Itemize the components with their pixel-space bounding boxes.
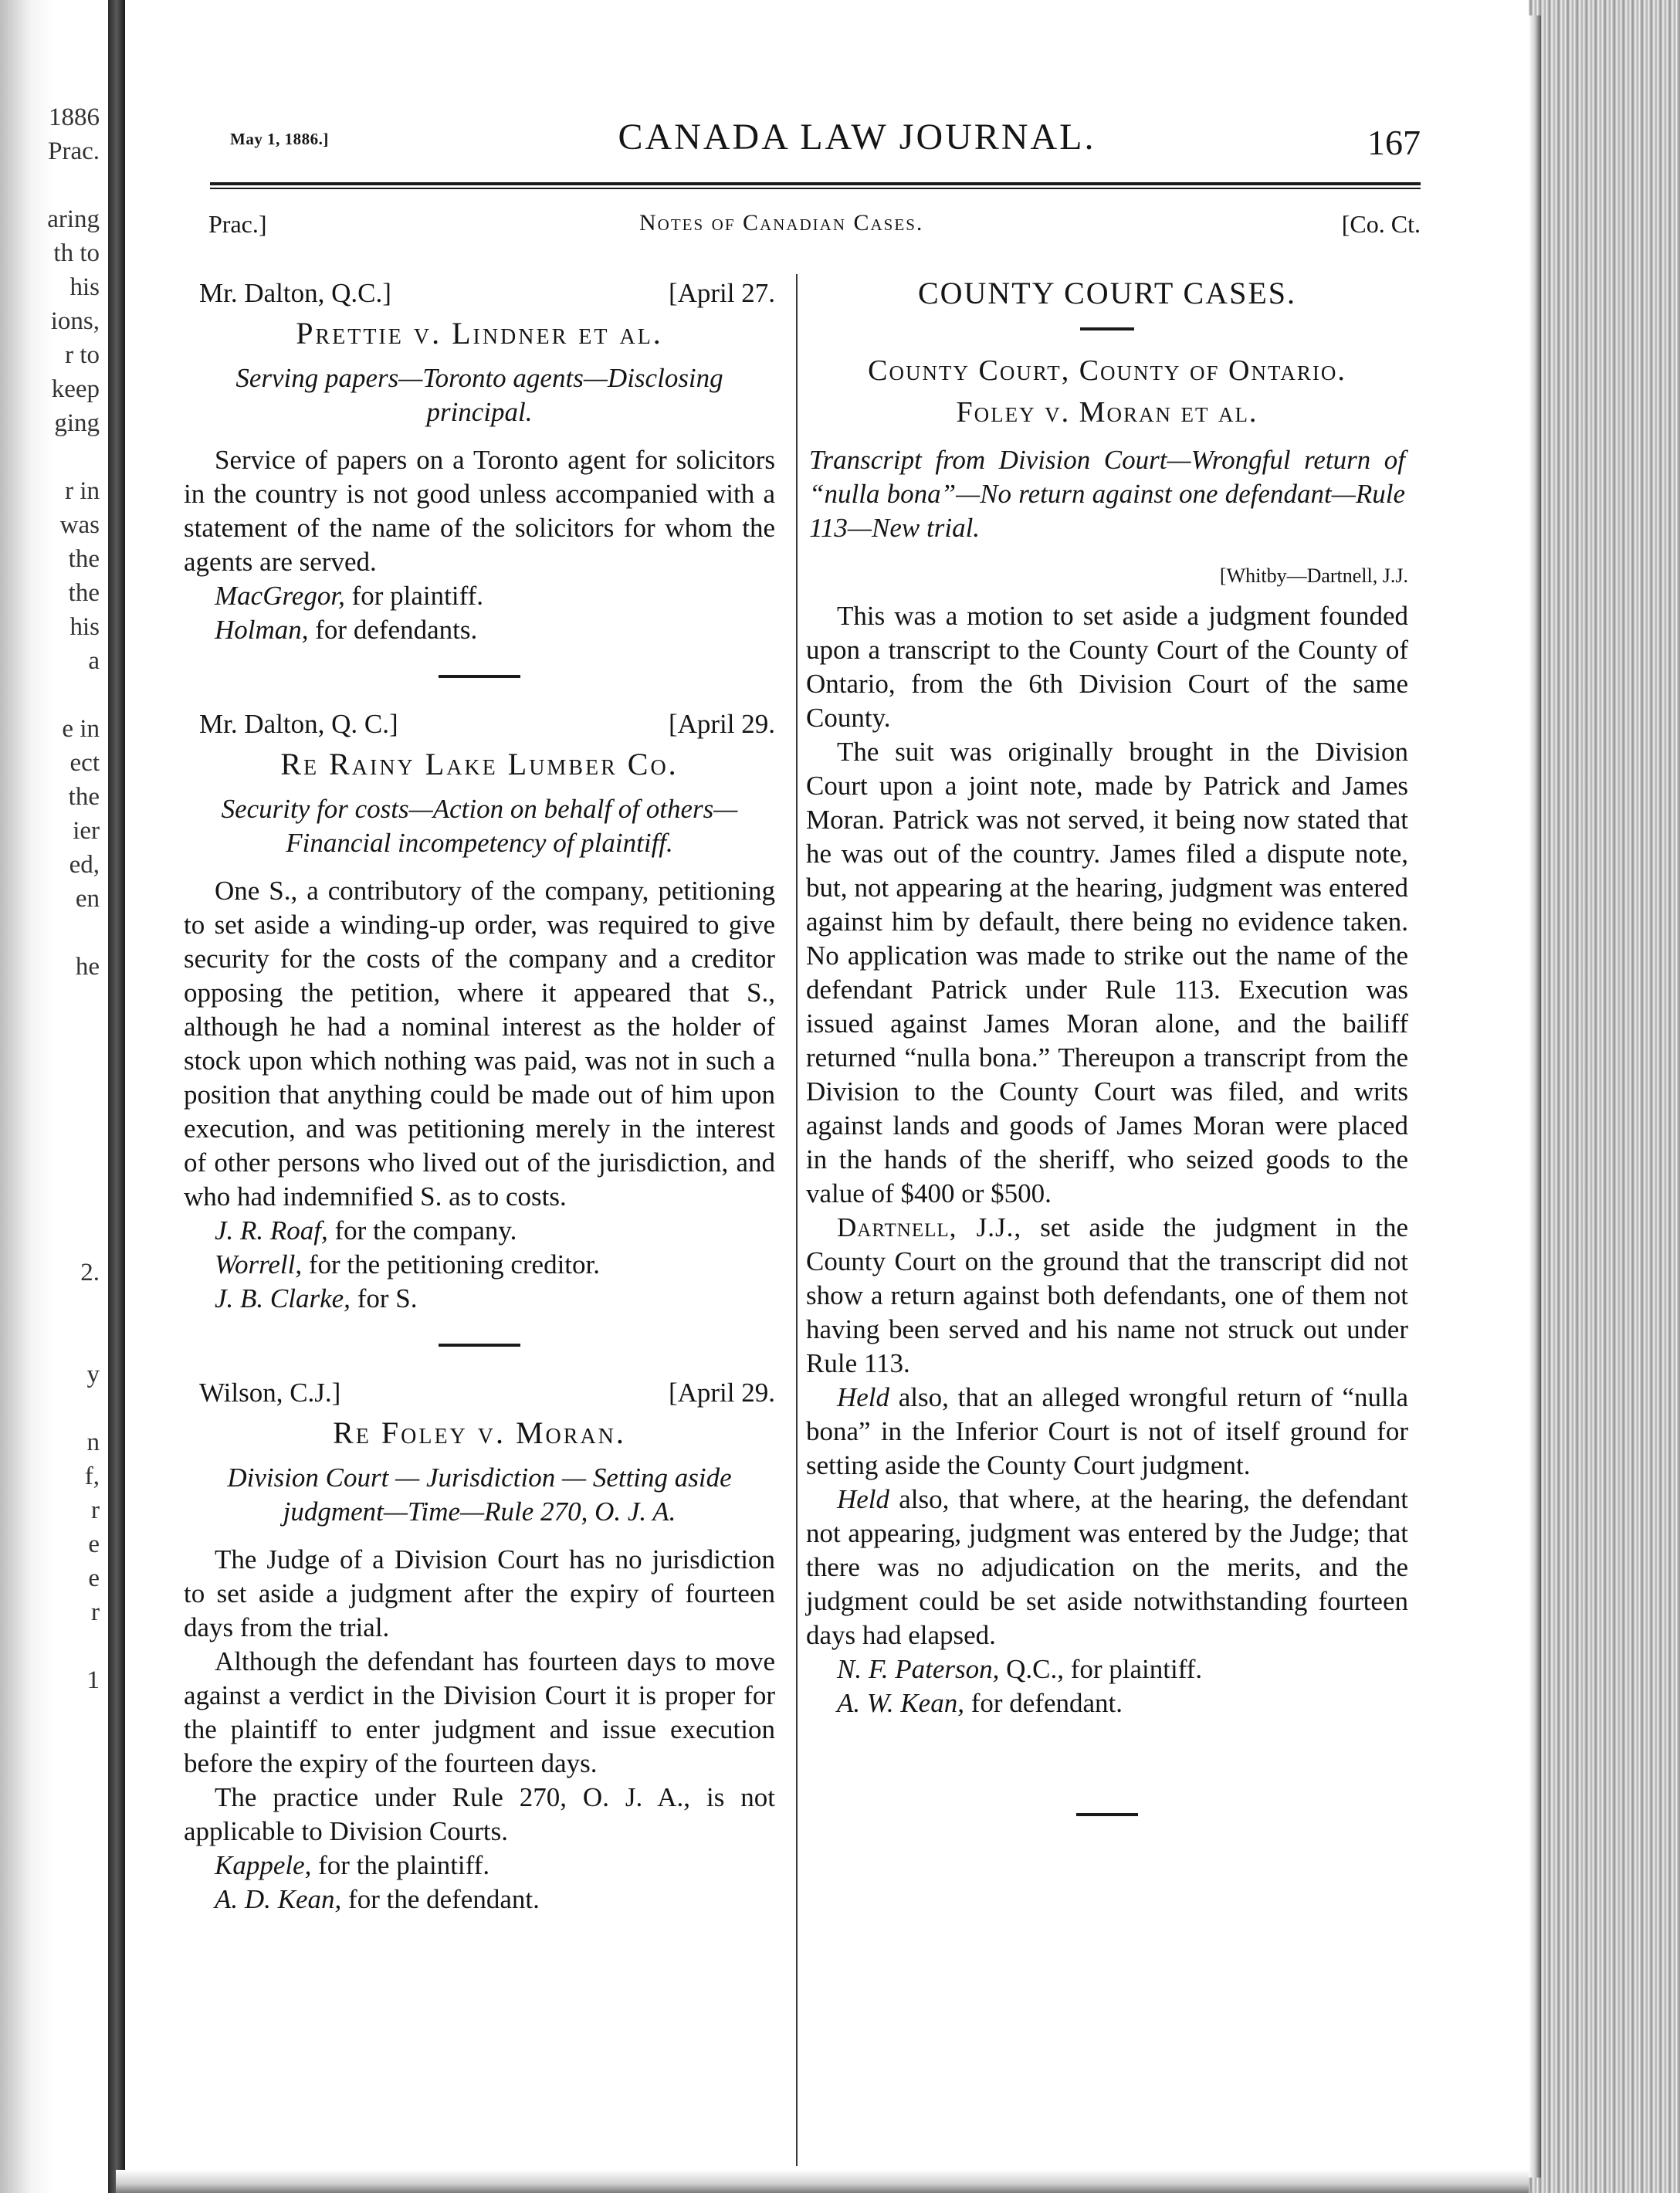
previous-page-line: ging: [54, 409, 100, 437]
counsel-role: for the petitioning creditor.: [308, 1249, 600, 1280]
held-text: also, that an alleged wrongful return of “nulla bona” in the Inferior Court is not of itself ground for setting aside the County Court judgment.: [806, 1382, 1408, 1480]
previous-page-line: r: [91, 1598, 100, 1626]
counsel-name: Holman,: [215, 615, 309, 645]
case-re-foley-v-moran: [184, 1376, 775, 1917]
previous-page-line: the: [68, 579, 100, 607]
holding-paragraph: [806, 1211, 1408, 1381]
counsel-line: [215, 1214, 775, 1248]
section-right-label: [Co. Ct.: [1341, 210, 1421, 238]
case-paragraph: Service of papers on a Toronto agent for solicitors in the country is not good unless accompanied with a statement of the name of the solicitors for whom the agents are served.: [184, 445, 775, 577]
case-prettie-v-lindner: [184, 276, 775, 647]
case-headnote: Division Court — Jurisdiction — Setting aside judgment—Time—Rule 270, O. J. A.: [227, 1463, 732, 1527]
previous-page-line: r to: [65, 341, 100, 369]
section-left-label: Prac.]: [208, 210, 267, 238]
previous-page-line: 1: [86, 1666, 100, 1694]
case-title: Re Rainy Lake Lumber Co.: [280, 747, 679, 781]
previous-page-line: e: [88, 1564, 100, 1592]
case-paragraph: The suit was originally brought in the Division Court upon a joint note, made by Patrick and James Moran. Patrick was not served, it being now stated that he was out of the country. James filed a dispute note, but, not appearing at the hearing, judgment was entered against him by default, there being no evidence taken. No application was made to strike out the name of the defendant Patrick under Rule 113. Execution was issued against James Moran alone, and the bailiff returned “nulla bona.” Thereupon a transcript from the Division to the County Court was filed, and writs against lands and goods of James Moran were placed in the hands of the sheriff, who seized goods to the value of $400 or $500.: [806, 737, 1408, 1208]
held-text: also, that where, at the hearing, the defendant not appearing, judgment was entered by the Judge; that there was no adjudication on the merits, and the judgment could be set aside notwithstanding fourteen days had elapsed.: [806, 1484, 1408, 1650]
held-paragraph: [806, 1381, 1408, 1483]
counsel-line: [837, 1686, 1408, 1720]
end-separator: [1076, 1813, 1138, 1816]
right-column: [806, 276, 1408, 1846]
counsel-line: [837, 1652, 1408, 1686]
counsel-name: J. B. Clarke,: [215, 1283, 351, 1313]
counsel-role: for the defendant.: [348, 1884, 540, 1914]
case-separator: [439, 675, 520, 678]
previous-page-line: his: [69, 613, 100, 641]
case-title: Prettie v. Lindner et al.: [296, 316, 663, 351]
case-judge-line: [199, 707, 775, 741]
header-rule: [210, 182, 1421, 185]
counsel-role: for plaintiff.: [351, 581, 483, 611]
previous-page-line: e in: [62, 715, 100, 743]
previous-page-line: the: [68, 783, 100, 811]
header-rule-thin: [210, 188, 1421, 189]
previous-page-line: ect: [69, 749, 100, 777]
case-paragraph: The practice under Rule 270, O. J. A., is not applicable to Division Courts.: [184, 1782, 775, 1846]
counsel-line: [215, 1883, 775, 1917]
counsel-role: for defendants.: [315, 615, 478, 645]
holding-text: set aside the judgment in the County Court on the ground that the transcript did not show a return against both defendants, one of them not having been served and his name not struck out under Rule 113.: [806, 1212, 1408, 1378]
case-headnote: Transcript from Division Court—Wrongful return of “nulla bona”—No return against one defendant—Rule 113—New trial.: [809, 445, 1405, 543]
case-date: [April 27.: [668, 278, 775, 308]
case-paragraph: Although the defendant has fourteen days to move against a verdict in the Division Court it is proper for the plaintiff to enter judgment and issue execution before the expiry of the fourteen days.: [184, 1646, 775, 1778]
case-separator: [439, 1344, 520, 1347]
left-column: [184, 276, 775, 1917]
counsel-line: [215, 1849, 775, 1883]
previous-page-line: r: [91, 1496, 100, 1524]
previous-page-line: a: [88, 647, 100, 675]
case-date: [April 29.: [668, 1378, 775, 1408]
previous-page-line: he: [75, 953, 100, 981]
counsel-name: N. F. Paterson,: [837, 1654, 1000, 1684]
counsel-name: MacGregor,: [215, 581, 345, 611]
held-lead: Held: [837, 1382, 890, 1412]
case-re-rainy-lake: [184, 707, 775, 1316]
previous-page-line: ed,: [69, 851, 100, 879]
case-paragraph: One S., a contributory of the company, petitioning to set aside a winding-up order, was required to give security for the costs of the company and a creditor opposing the petition, where it appeared that S., although he had a nominal interest as the holder of stock upon which nothing was paid, was not in such a position that anything could be made out of him upon execution, and was petitioning merely in the interest of other persons who lived out of the jurisdiction, and who had indemnified S. as to costs.: [184, 876, 775, 1212]
case-headnote: Serving papers—Toronto agents—Disclosing principal.: [235, 363, 723, 427]
counsel-name: A. W. Kean,: [837, 1688, 964, 1718]
counsel-line: [215, 1282, 775, 1316]
previous-page-line: f,: [84, 1463, 100, 1490]
holding-judge: Dartnell, J.J.,: [837, 1212, 1022, 1242]
case-citation: [Whitby—Dartnell, J.J.: [1219, 564, 1408, 587]
previous-page-line: 1886: [49, 103, 100, 131]
case-paragraph: This was a motion to set aside a judgment founded upon a transcript to the County Court of the County of Ontario, from the 6th Division Court of the same County.: [806, 601, 1408, 733]
counsel-line: [215, 579, 775, 613]
previous-page-line: aring: [47, 205, 100, 233]
counsel-line: [215, 1248, 775, 1282]
case-judge: Mr. Dalton, Q. C.]: [199, 709, 398, 739]
previous-page-line: Prac.: [48, 137, 100, 165]
running-date: May 1, 1886.]: [230, 130, 329, 148]
held-paragraph: [806, 1483, 1408, 1652]
case-date: [April 29.: [668, 709, 775, 739]
previous-page-line: keep: [51, 375, 100, 403]
previous-page-line: 2.: [80, 1259, 100, 1286]
counsel-name: A. D. Kean,: [215, 1884, 342, 1914]
case-paragraph: The Judge of a Division Court has no jurisdiction to set aside a judgment after the expiry of fourteen days from the trial.: [184, 1544, 775, 1642]
case-title: Foley v. Moran et al.: [956, 396, 1258, 429]
counsel-name: Worrell,: [215, 1249, 303, 1280]
previous-page-line: y: [86, 1361, 100, 1388]
counsel-line: [215, 613, 775, 647]
previous-page-line: ier: [73, 817, 100, 845]
previous-page-line: e: [88, 1530, 100, 1558]
section-heading: COUNTY COURT CASES.: [917, 276, 1297, 310]
column-divider: [796, 274, 798, 2166]
previous-page-line: ions,: [50, 307, 100, 335]
court-name: County Court, County of Ontario.: [868, 354, 1346, 387]
case-title: Re Foley v. Moran.: [333, 1415, 626, 1450]
heading-separator: [1080, 327, 1134, 330]
counsel-role: for S.: [357, 1283, 418, 1313]
journal-title-text: CANADA LAW JOURNAL.: [618, 117, 1096, 158]
previous-page-line: was: [59, 511, 100, 539]
counsel-name: J. R. Roaf,: [215, 1215, 328, 1246]
page-number: 167: [1367, 123, 1421, 162]
previous-page-line: the: [68, 545, 100, 573]
case-headnote: Security for costs—Action on behalf of others—Financial incompetency of plaintiff.: [221, 794, 738, 858]
previous-page-line: r in: [65, 477, 100, 505]
case-judge: Wilson, C.J.]: [199, 1378, 341, 1408]
previous-page-line: his: [69, 273, 100, 301]
counsel-name: Kappele,: [215, 1850, 312, 1880]
case-judge-line: [199, 1376, 775, 1410]
case-judge: Mr. Dalton, Q.C.]: [199, 278, 391, 308]
journal-title: [0, 116, 1513, 158]
previous-page-line: th to: [53, 239, 100, 267]
previous-page-line: n: [86, 1429, 100, 1456]
previous-page-line: en: [75, 885, 100, 913]
case-judge-line: [199, 276, 775, 310]
counsel-role: for defendant.: [970, 1688, 1123, 1718]
held-lead: Held: [837, 1484, 890, 1514]
counsel-role: Q.C., for plaintiff.: [1006, 1654, 1203, 1684]
counsel-role: for the plaintiff.: [318, 1850, 490, 1880]
section-center-label: Notes of Canadian Cases.: [639, 210, 924, 236]
counsel-role: for the company.: [334, 1215, 517, 1246]
